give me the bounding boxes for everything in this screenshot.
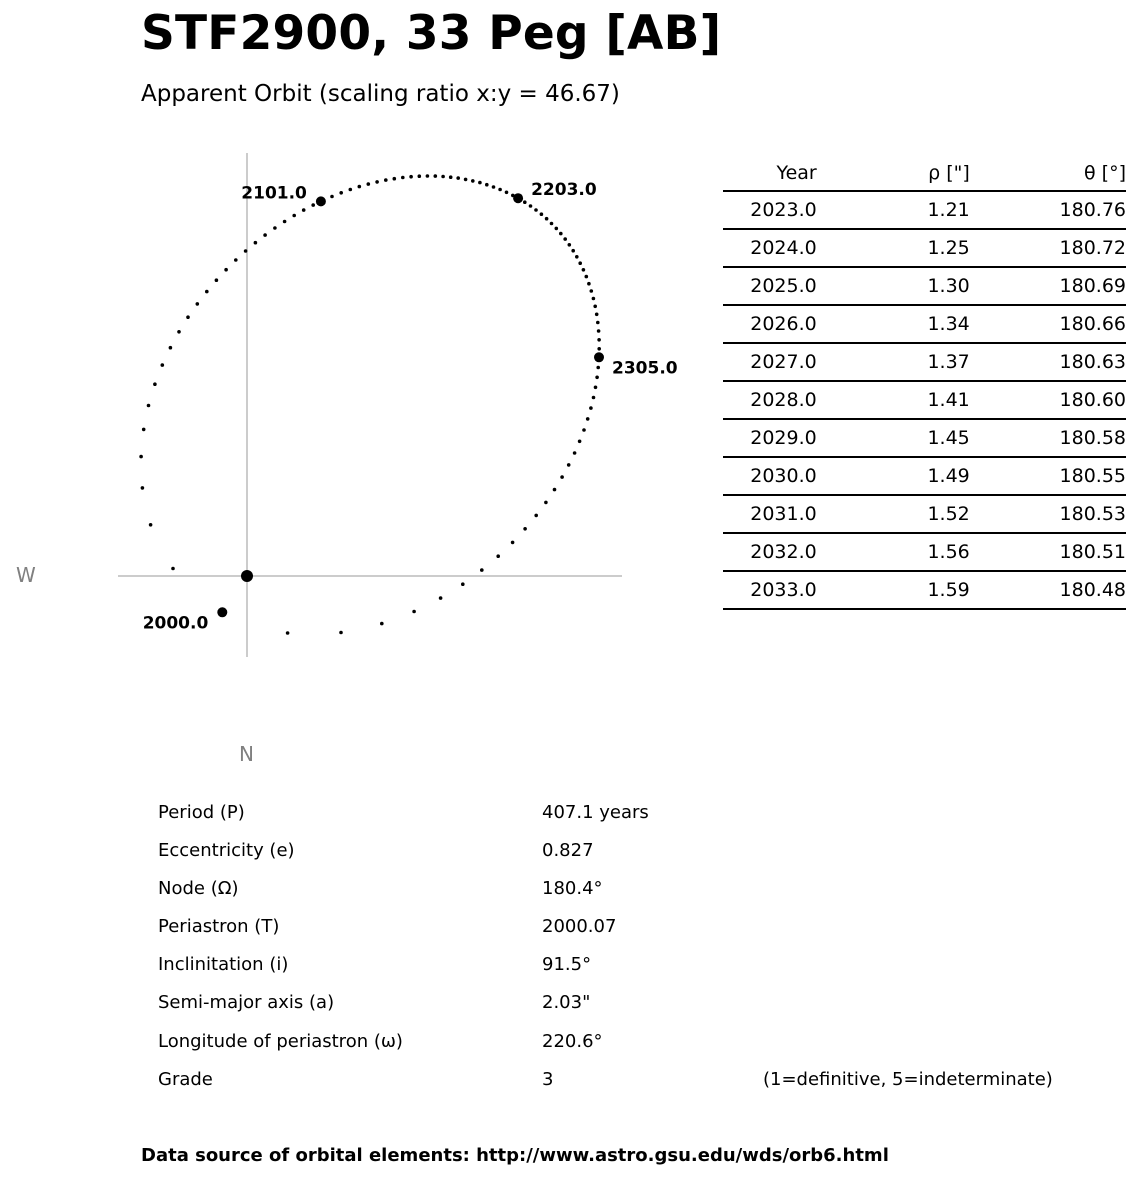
- orbit-point: [573, 451, 577, 455]
- year-cell: 2024.0: [723, 229, 817, 267]
- orbit-point: [401, 176, 405, 180]
- orbit-point: [597, 347, 601, 351]
- orbit-point: [205, 290, 209, 294]
- orbit-point: [244, 249, 248, 253]
- orbit-point: [595, 313, 599, 317]
- element-name: Grade: [158, 1068, 213, 1090]
- epoch-label: 2000.0: [142, 613, 209, 634]
- orbit-point: [592, 396, 596, 400]
- orbit-point: [586, 417, 590, 421]
- rho-cell: 1.21: [817, 191, 970, 229]
- orbit-point: [418, 174, 422, 178]
- table-row: [723, 343, 1126, 381]
- rho-cell: 1.37: [817, 343, 970, 381]
- page-subtitle: Apparent Orbit (scaling ratio x:y = 46.67): [141, 81, 620, 107]
- table-row: [723, 533, 1126, 571]
- element-value: 2.03": [542, 992, 591, 1014]
- epoch-marker: [513, 193, 523, 203]
- epoch-label: 2305.0: [612, 358, 678, 379]
- orbit-point: [553, 488, 557, 492]
- orbit-point: [585, 275, 589, 279]
- orbit-point: [177, 330, 181, 334]
- theta-cell: 180.51: [970, 533, 1126, 571]
- table-row: [723, 381, 1126, 419]
- orbit-point: [578, 261, 582, 265]
- orbit-point: [597, 338, 601, 342]
- orbit-point: [485, 183, 489, 187]
- orbit-point: [523, 527, 527, 531]
- rho-cell: 1.30: [817, 267, 970, 305]
- epoch-marker: [316, 196, 326, 206]
- orbit-point: [349, 188, 353, 192]
- orbit-point: [478, 181, 482, 185]
- orbit-point: [311, 203, 315, 207]
- orbit-point: [292, 214, 296, 218]
- orbit-point: [492, 185, 496, 189]
- year-cell: 2032.0: [723, 533, 817, 571]
- theta-cell: 180.63: [970, 343, 1126, 381]
- theta-cell: 180.48: [970, 571, 1126, 609]
- rho-cell: 1.25: [817, 229, 970, 267]
- orbit-point: [534, 514, 538, 518]
- year-cell: 2030.0: [723, 457, 817, 495]
- theta-cell: 180.53: [970, 495, 1126, 533]
- orbit-point: [393, 177, 397, 181]
- orbit-point: [587, 282, 591, 286]
- orbit-point: [358, 185, 362, 189]
- year-cell: 2028.0: [723, 381, 817, 419]
- orbit-point: [234, 258, 238, 262]
- orbit-point: [169, 346, 173, 350]
- table-row: [723, 571, 1126, 609]
- orbit-plot: [0, 0, 720, 790]
- orbit-point: [464, 178, 468, 182]
- orbit-point: [161, 363, 165, 367]
- ephemeris-header-row: [723, 155, 1126, 191]
- element-value: 407.1 years: [542, 802, 649, 823]
- orbit-point: [480, 568, 484, 572]
- orbit-point: [589, 406, 593, 410]
- theta-cell: 180.66: [970, 305, 1126, 343]
- north-label: N: [239, 742, 254, 766]
- element-value: 3: [542, 1068, 554, 1090]
- element-value: 220.6°: [542, 1030, 603, 1052]
- orbit-point: [596, 366, 600, 370]
- orbit-point: [496, 554, 500, 558]
- year-cell: 2026.0: [723, 305, 817, 343]
- orbit-point: [380, 622, 384, 626]
- orbit-point: [139, 455, 143, 459]
- orbit-point: [441, 175, 445, 179]
- element-value: 0.827: [542, 840, 594, 862]
- orbit-point: [215, 278, 219, 282]
- orbit-point: [426, 174, 430, 178]
- rho-cell: 1.45: [817, 419, 970, 457]
- theta-cell: 180.76: [970, 191, 1126, 229]
- table-row: [723, 457, 1126, 495]
- orbit-point: [339, 631, 343, 635]
- orbit-point: [550, 222, 554, 226]
- epoch-marker: [594, 352, 604, 362]
- orbit-point: [529, 204, 533, 208]
- ephemeris-table: [723, 155, 1126, 610]
- orbit-point: [224, 268, 228, 272]
- column-header-theta: θ [°]: [970, 155, 1126, 191]
- orbit-point: [590, 289, 594, 293]
- column-header-year: Year: [723, 155, 817, 191]
- element-name: Node (Ω): [158, 878, 239, 900]
- orbit-point: [593, 305, 597, 309]
- rho-cell: 1.34: [817, 305, 970, 343]
- orbit-point: [567, 463, 571, 467]
- column-header-rho: ρ ["]: [817, 155, 970, 191]
- orbit-point: [439, 596, 443, 600]
- orbit-point: [302, 208, 306, 212]
- table-row: [723, 305, 1126, 343]
- table-row: [723, 419, 1126, 457]
- orbit-point: [449, 175, 453, 179]
- orbit-point: [263, 233, 267, 237]
- orbit-point: [597, 329, 601, 333]
- year-cell: 2027.0: [723, 343, 817, 381]
- orbit-point: [534, 208, 538, 212]
- rho-cell: 1.52: [817, 495, 970, 533]
- orbit-point: [153, 382, 157, 386]
- orbit-point: [384, 178, 388, 182]
- orbit-point: [286, 631, 290, 635]
- element-value: 2000.07: [542, 916, 617, 938]
- orbit-point: [409, 175, 413, 179]
- element-name: Periastron (T): [158, 916, 280, 938]
- orbit-point: [339, 191, 343, 195]
- element-name: Semi-major axis (a): [158, 992, 335, 1014]
- orbit-point: [505, 191, 509, 195]
- orbit-point: [555, 227, 559, 231]
- orbit-path: [139, 174, 601, 635]
- element-note: (1=definitive, 5=indeterminate): [763, 1068, 1053, 1090]
- year-cell: 2025.0: [723, 267, 817, 305]
- orbit-point: [563, 237, 567, 241]
- epoch-marker: [217, 607, 227, 617]
- rho-cell: 1.41: [817, 381, 970, 419]
- orbit-point: [568, 243, 572, 247]
- rho-cell: 1.59: [817, 571, 970, 609]
- year-cell: 2023.0: [723, 191, 817, 229]
- orbit-point: [571, 249, 575, 253]
- orbit-point: [367, 182, 371, 186]
- orbit-point: [456, 176, 460, 180]
- orbit-point: [582, 428, 586, 432]
- epoch-label: 2101.0: [241, 183, 307, 204]
- theta-cell: 180.58: [970, 419, 1126, 457]
- orbit-point: [171, 567, 175, 571]
- orbit-point: [141, 486, 145, 490]
- orbit-point: [434, 174, 438, 178]
- theta-cell: 180.60: [970, 381, 1126, 419]
- element-name: Longitude of periastron (ω): [158, 1030, 403, 1052]
- theta-cell: 180.72: [970, 229, 1126, 267]
- orbit-point: [560, 475, 564, 479]
- year-cell: 2029.0: [723, 419, 817, 457]
- element-name: Inclinitation (i): [158, 954, 289, 976]
- orbit-point: [592, 297, 596, 301]
- orbit-point: [273, 226, 277, 230]
- rho-cell: 1.56: [817, 533, 970, 571]
- orbit-point: [498, 188, 502, 192]
- data-source-footer: Data source of orbital elements: http://www.astro.gsu.edu/wds/orb6.html: [141, 1145, 889, 1166]
- element-name: Period (P): [158, 802, 245, 823]
- orbit-point: [594, 386, 598, 390]
- rho-cell: 1.49: [817, 457, 970, 495]
- orbit-point: [471, 179, 475, 183]
- orbit-point: [596, 321, 600, 325]
- theta-cell: 180.55: [970, 457, 1126, 495]
- orbit-point: [544, 501, 548, 505]
- orbit-point: [149, 523, 153, 527]
- orbit-point: [254, 241, 258, 245]
- orbit-point: [375, 180, 379, 184]
- orbit-point: [142, 428, 146, 432]
- orbit-point: [330, 195, 334, 199]
- labeled-epochs: [143, 180, 678, 633]
- page-title: STF2900, 33 Peg [AB]: [141, 6, 722, 61]
- orbit-point: [412, 610, 416, 614]
- orbit-point: [575, 255, 579, 259]
- orbit-point: [595, 376, 599, 380]
- orbit-point: [559, 232, 563, 236]
- orbit-point: [545, 217, 549, 221]
- table-row: [723, 229, 1126, 267]
- orbit-point: [461, 582, 465, 586]
- year-cell: 2031.0: [723, 495, 817, 533]
- year-cell: 2033.0: [723, 571, 817, 609]
- orbit-point: [511, 541, 515, 545]
- orbit-point: [283, 220, 287, 224]
- table-row: [723, 191, 1126, 229]
- orbit-point: [582, 268, 586, 272]
- epoch-label: 2203.0: [531, 180, 597, 201]
- primary-star: [241, 570, 253, 582]
- orbit-point: [147, 404, 151, 408]
- orbit-point: [186, 315, 190, 319]
- element-value: 180.4°: [542, 878, 603, 900]
- orbit-point: [523, 200, 527, 204]
- theta-cell: 180.69: [970, 267, 1126, 305]
- element-value: 91.5°: [542, 954, 592, 976]
- orbit-point: [540, 212, 544, 216]
- orbit-point: [578, 440, 582, 444]
- orbit-point: [196, 302, 200, 306]
- table-row: [723, 495, 1126, 533]
- west-label: W: [16, 563, 36, 587]
- table-row: [723, 267, 1126, 305]
- element-name: Eccentricity (e): [158, 840, 295, 862]
